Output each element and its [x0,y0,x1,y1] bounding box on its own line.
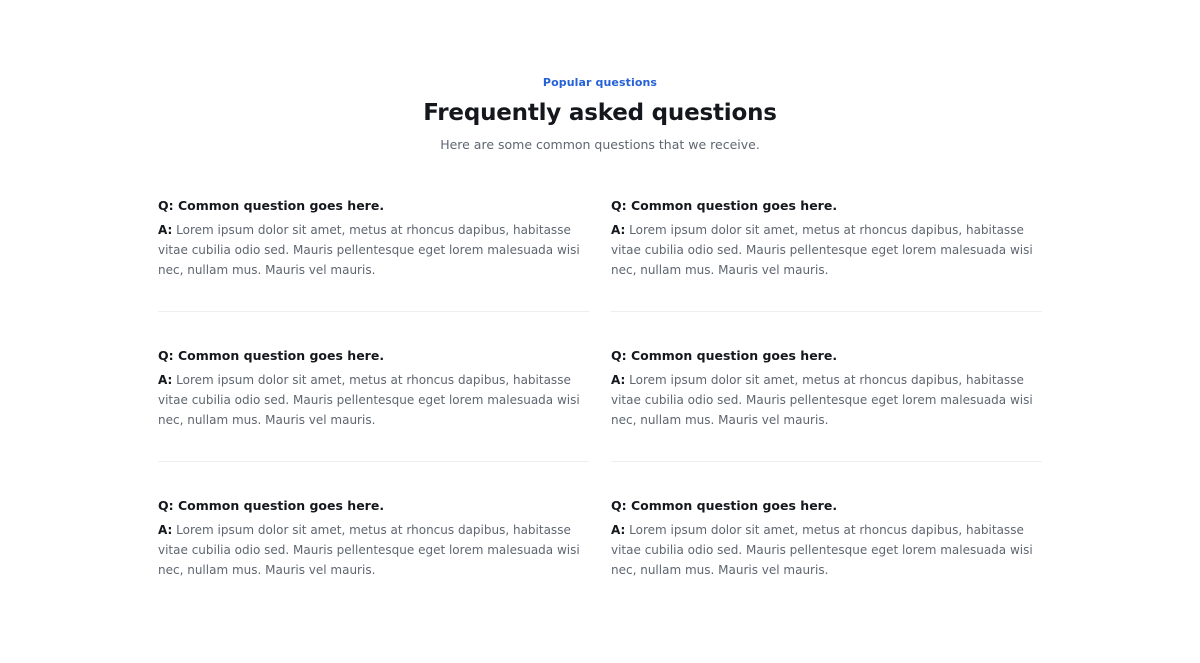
faq-answer [158,370,589,430]
faq-answer [158,220,589,280]
faq-answer [158,520,589,580]
answer-prefix: A: [158,223,173,237]
faq-answer [611,220,1042,280]
faq-header [0,76,1200,153]
answer-text: Lorem ipsum dolor sit amet, metus at rhoncus dapibus, habitasse vitae cubilia odio sed. Mauris pellentesque eget lorem malesuada wisi nec, nullam mus. Mauris vel mauris. [611,523,1033,577]
answer-prefix: A: [158,373,173,387]
faq-grid [158,197,1042,647]
faq-question: Q: Common question goes here. [611,198,838,213]
faq-item [158,347,589,497]
faq-item [611,197,1042,347]
answer-text: Lorem ipsum dolor sit amet, metus at rhoncus dapibus, habitasse vitae cubilia odio sed. Mauris pellentesque eget lorem malesuada wisi nec, nullam mus. Mauris vel mauris. [158,373,580,427]
answer-text: Lorem ipsum dolor sit amet, metus at rhoncus dapibus, habitasse vitae cubilia odio sed. Mauris pellentesque eget lorem malesuada wisi nec, nullam mus. Mauris vel mauris. [611,223,1033,277]
faq-question: Q: Common question goes here. [611,348,838,363]
faq-answer [611,520,1042,580]
answer-text: Lorem ipsum dolor sit amet, metus at rhoncus dapibus, habitasse vitae cubilia odio sed. Mauris pellentesque eget lorem malesuada wisi nec, nullam mus. Mauris vel mauris. [611,373,1033,427]
faq-question: Q: Common question goes here. [611,498,838,513]
answer-prefix: A: [611,523,626,537]
faq-question: Q: Common question goes here. [158,498,385,513]
answer-text: Lorem ipsum dolor sit amet, metus at rhoncus dapibus, habitasse vitae cubilia odio sed. Mauris pellentesque eget lorem malesuada wisi nec, nullam mus. Mauris vel mauris. [158,523,580,577]
faq-question: Q: Common question goes here. [158,348,385,363]
faq-question: Q: Common question goes here. [158,198,385,213]
eyebrow-label: Popular questions [542,76,658,89]
answer-prefix: A: [158,523,173,537]
answer-prefix: A: [611,373,626,387]
answer-text: Lorem ipsum dolor sit amet, metus at rhoncus dapibus, habitasse vitae cubilia odio sed. Mauris pellentesque eget lorem malesuada wisi nec, nullam mus. Mauris vel mauris. [158,223,580,277]
faq-item [611,347,1042,497]
page-subtitle: Here are some common questions that we receive. [440,137,760,152]
answer-prefix: A: [611,223,626,237]
faq-item [611,497,1042,647]
faq-item [158,197,589,347]
page-title: Frequently asked questions [423,100,777,126]
faq-answer [611,370,1042,430]
faq-item [158,497,589,647]
